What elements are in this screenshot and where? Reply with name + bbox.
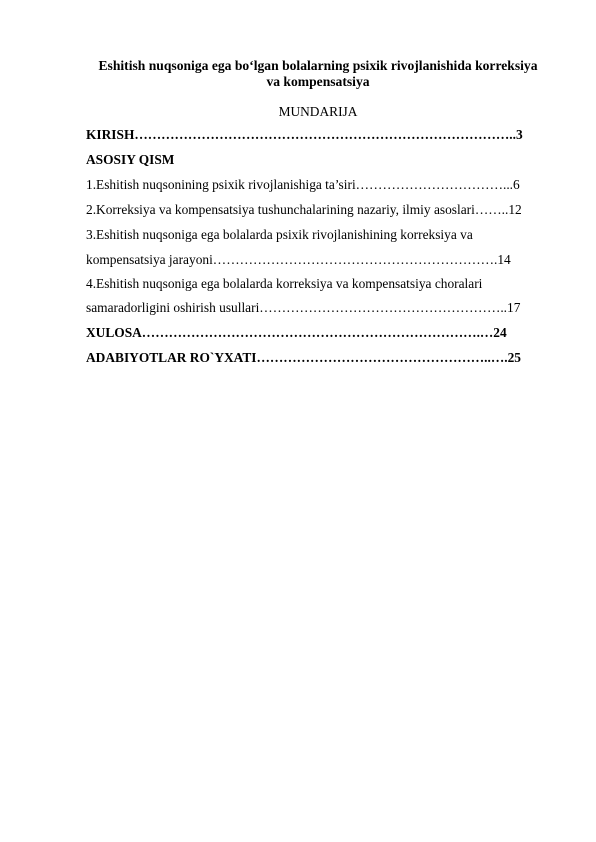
- toc-entry-1: 1.Eshitish nuqsonining psixik rivojlanishiga ta’siri……………………………...6: [86, 177, 520, 192]
- toc-entry-adabiyotlar: ADABIYOTLAR RO`YXATI……………………………………………..….25: [86, 350, 521, 365]
- document-title-line-1: Eshitish nuqsoniga ega bo‘lgan bolalarning psixik rivojlanishida korreksiya: [98, 58, 538, 73]
- document-title-line-2: va kompensatsiya: [266, 74, 370, 89]
- toc-entry-4-line-2: samaradorligini oshirish usullari………………………………………………..17: [86, 300, 521, 315]
- contents-heading: MUNDARIJA: [278, 104, 358, 119]
- toc-entry-kirish: KIRISH…………………………………………………………………………..3: [86, 127, 523, 142]
- toc-entry-2: 2.Korreksiya va kompensatsiya tushunchalarining nazariy, ilmiy asoslari……..12: [86, 202, 522, 217]
- toc-entry-4-line-1: 4.Eshitish nuqsoniga ega bolalarda korreksiya va kompensatsiya choralari: [86, 276, 483, 291]
- toc-entry-3-line-2: kompensatsiya jarayoni……………………………………………………….14: [86, 252, 511, 267]
- toc-entry-3-line-1: 3.Eshitish nuqsoniga ega bolalarda psixik rivojlanishining korreksiya va: [86, 227, 473, 242]
- toc-entry-xulosa: XULOSA………………………………………………………………….…24: [86, 325, 507, 340]
- toc-section-asosiy-qism: ASOSIY QISM: [86, 152, 175, 167]
